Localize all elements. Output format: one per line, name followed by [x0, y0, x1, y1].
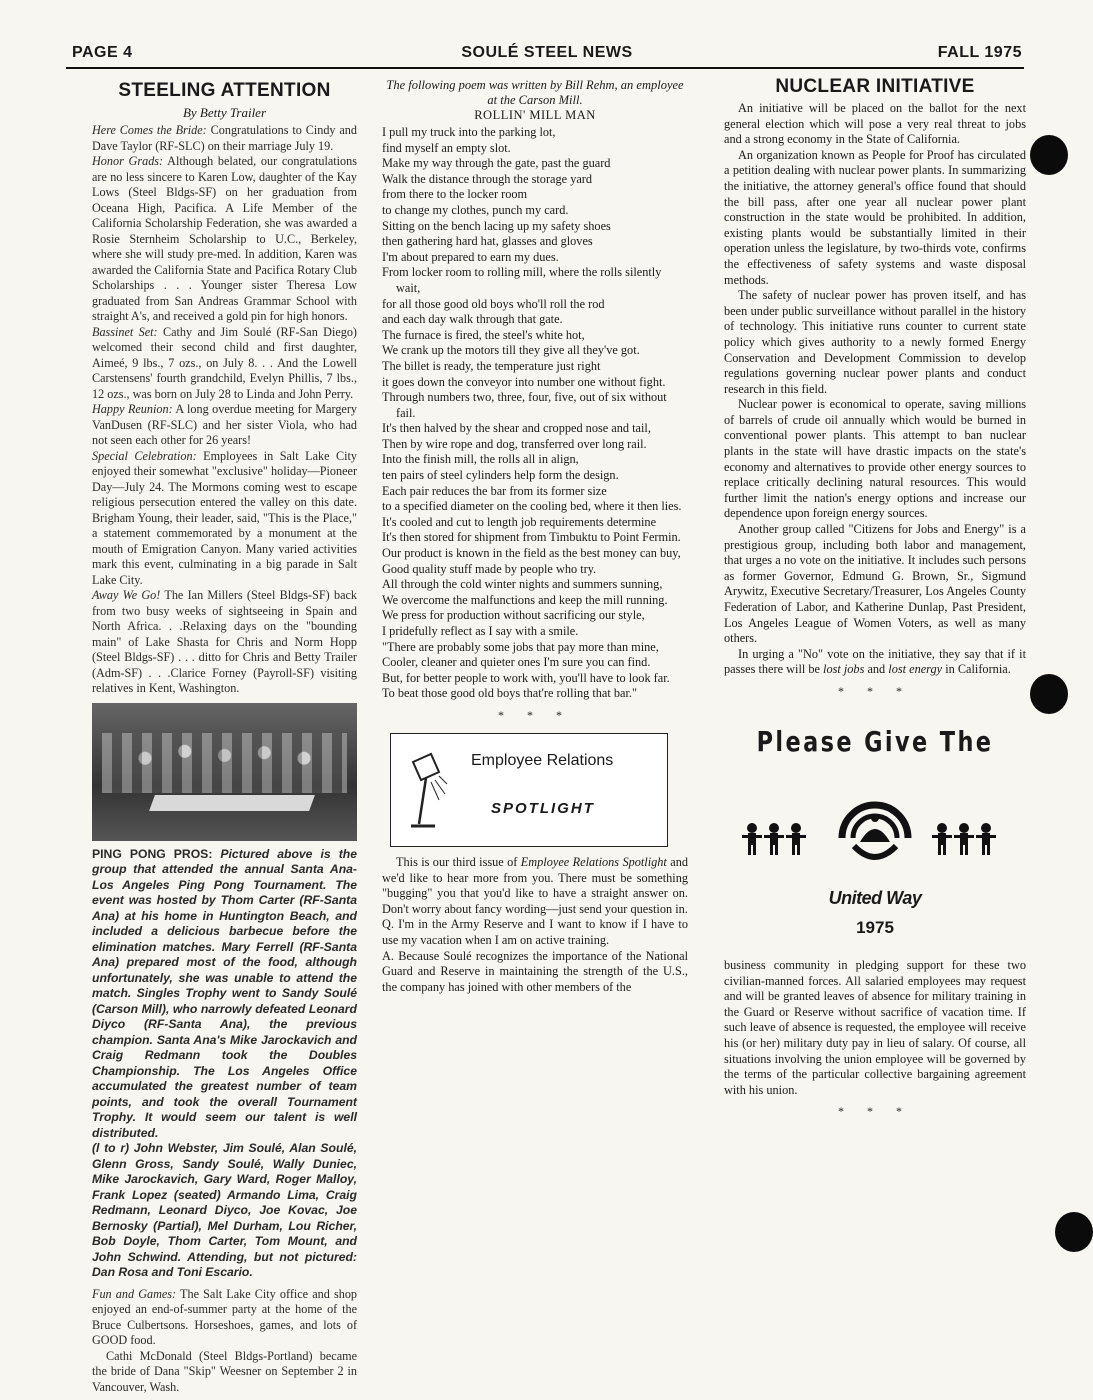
- united-way-logo-icon: [742, 776, 1008, 886]
- binder-hole: [1055, 1212, 1093, 1252]
- united-way-ad: [724, 758, 1026, 958]
- wedding-para: Cathi McDonald (Steel Bldgs-Portland) became the bride of Dana "Skip" Weesner on September 2 in Vancouver, Wash.: [92, 1348, 357, 1394]
- poem-line: We press for production without sacrificing our style,: [382, 608, 645, 623]
- poem-line: to change my clothes, punch my card.: [382, 202, 569, 217]
- spotlight-title: Employee Relations: [471, 751, 614, 769]
- nuclear-para: Another group called "Citizens for Jobs and Energy" is a prestigious group, including both labor and management, that urges a no vote on the initiative. It includes such persons as former Governor, Edmund G. Brown, Sr., Sigmund Arywitz, Executive Secretary/Treasurer, Los Angeles County Federation of Labor, and Katherine Dunlap, Past President, Los Angeles League of Women Voters, as well as many others.: [724, 522, 1026, 646]
- poem-line: it goes down the conveyor into number one without fight.: [382, 374, 666, 389]
- poem-line: It's then halved by the shear and cropped nose and tail,: [382, 421, 651, 436]
- poem-line: I pull my truck into the parking lot,: [382, 125, 556, 139]
- poem-line: We overcome the malfunctions and keep the mill running.: [382, 592, 668, 607]
- steeling-title: STEELING ATTENTION: [118, 80, 331, 101]
- photo-caption: PING PONG PROS: Pictured above is the group that attended the annual Santa Ana-Los Angeles Ping Pong Tournament. The event was hosted by Thom Carter (RF-Santa Ana) at his home in Huntington Beach, and included a delicious barbecue before the elimination matches. Mary Ferrell (RF-Santa Ana) prepared most of the food, although unfortunately, she was unable to attend the match. Singles Trophy went to Sandy Soulé (Carson Mill), who narrowly defeated Leonard Diyco (RF-Santa Ana), the previous champion. Santa Ana's Mike Jarockavich and Craig Redmann took the Doubles Championship. The Los Angeles Office accumulated the greatest number of team points, and took the overall Tournament Trophy. It would seem our talent is well distributed.: [92, 846, 357, 1140]
- steeling-para: Here Comes the Bride: Congratulations to Cindy and Dave Taylor (RF-SLC) on their marriage July 19.: [92, 123, 357, 153]
- poem-line: "There are probably some jobs that pay more than mine,: [382, 639, 659, 654]
- nuclear-para: The safety of nuclear power has proven itself, and has been under public surveillance without parallel in the history of technology. This initiative runs counter to current state policy which gives authority to a newly formed Energy Conservation and Development Commission to develop regulations governing nuclear power plants and conduct research in this field.: [724, 288, 1026, 396]
- united-way-headline: Please Give The: [756, 724, 994, 758]
- spotlight-answer: A. Because Soulé recognizes the importance of the National Guard and Reserve in maintaining the strength of the U.S., the company has joined with other members of the: [382, 948, 688, 994]
- poem-line: Walk the distance through the storage yard: [382, 171, 593, 186]
- poem-line: I'm about prepared to earn my dues.: [382, 249, 559, 264]
- steeling-para: Special Celebration: Employees in Salt Lake City enjoyed their somewhat "exclusive" holiday—Pioneer Day—July 24. The Mormons coming west to escape religious persecution entered the valley on this date. Brigham Young, their leader, said, "This is the Place," a statement commemorated by a monument at the mouth of Emigration Canyon. Many varied activities mark this event, culminating in a big parade in Salt Lake City.: [92, 448, 357, 587]
- nuclear-para: In urging a "No" vote on the initiative, they say that if it passes there will be lost jobs and lost energy in California.: [724, 646, 1026, 677]
- poem-line: Sitting on the bench lacing up my safety shoes: [382, 218, 611, 233]
- poem-intro: The following poem was written by Bill Rehm, an employee at the Carson Mill.: [386, 78, 684, 107]
- united-way-name: United Way: [828, 887, 922, 908]
- poem-line: Good quality stuff made by people who try.: [382, 561, 597, 576]
- fun-para: Fun and Games: The Salt Lake City office and shop enjoyed an end-of-summer party at the home of the Bruce Culbertsons. Horseshoes, games, and lots of GOOD food.: [92, 1286, 358, 1347]
- binder-hole: [1030, 674, 1068, 714]
- column-poem: [382, 74, 688, 1384]
- photo-group: [102, 733, 347, 793]
- photo-ping-pong-table: [149, 795, 315, 811]
- lamp-icon: [409, 752, 449, 832]
- nuclear-title: NUCLEAR INITIATIVE: [775, 76, 975, 97]
- poem-line: It's cooled and cut to length job requirements determine: [382, 514, 657, 529]
- newsletter-title: SOULÉ STEEL NEWS: [461, 44, 633, 61]
- poem-line: The furnace is fired, the steel's white hot,: [382, 327, 585, 342]
- steeling-byline: By Betty Trailer: [182, 105, 267, 120]
- united-way-year: 1975: [856, 917, 894, 937]
- steeling-para: Happy Reunion: A long overdue meeting for Margery VanDusen (RF-SLC) and her sister Viola, who had not seen each other for 26 years!: [92, 402, 357, 447]
- nuclear-para: An organization known as People for Proof has circulated a petition dealing with nuclear power plants. In summarizing the initiative, the attorney general's office found that should the bill pass, after one year all nuclear power plant construction in the state would be prohibited. In addition, existing plants would be substantially limited in their operation unless the legislature, by two-thirds vote, confirms the effectiveness of safety systems and waste disposal methods.: [724, 147, 1026, 287]
- poem-line: Into the finish mill, the rolls all in align,: [382, 452, 579, 467]
- page-header: [72, 38, 1022, 68]
- spotlight-banner: [390, 733, 668, 847]
- steeling-para: Bassinet Set: Cathy and Jim Soulé (RF-San Diego) welcomed their second child and first daughter, Aimeé, 9 lbs., 7 ozs., on July 8. . . And the Lowell Carstensens' fourth grandchild, Evelyn Phillis, 7 lbs., 12 ozs., was born on July 28 to Linda and John Perry.: [92, 324, 357, 401]
- military-stars: * * *: [838, 1104, 912, 1119]
- nuclear-stars: * * *: [838, 683, 912, 698]
- poem-line: ten pairs of steel cylinders help form the design.: [382, 468, 619, 483]
- poem-line: Each pair reduces the bar from its former size: [382, 483, 607, 498]
- poem-line: We crank up the motors till they give all they've got.: [382, 343, 640, 358]
- poem-line: All through the cold winter nights and summers sunning,: [382, 577, 663, 592]
- poem-line: then gathering hard hat, glasses and gloves: [382, 234, 593, 249]
- poem-line: But, for better people to work with, you'll have to look far.: [382, 670, 670, 685]
- issue-date: FALL 1975: [937, 44, 1022, 61]
- photo-caption-names: (l to r) John Webster, Jim Soulé, Alan Soulé, Glenn Gross, Sandy Soulé, Wally Duniec, Mike Jarockavich, Gary Ward, Roger Malloy, Frank Lopez (seated) Armando Lima, Craig Redmann, Leonard Diyco, Joe Kovac, Joe Bernosky (Partial), Mel Durham, Lou Richer, Bob Doyle, Thom Carter, Tom Mount, and John Schwind. Attending, but not pictured: Dan Rosa and Toni Escario.: [92, 1141, 357, 1279]
- steeling-para: Away We Go! The Ian Millers (Steel Bldgs-SF) back from two busy weeks of sightseeing in Spain and North Africa. . .Relaxing days on the "bounding main" of Lake Shasta for Chris and Norm Hopp (Steel Bldgs-SF) . . . ditto for Chris and Betty Trailer (Adm-SF) . . .Clarice Forney (Payroll-SF) visiting relatives in Kent, Washington.: [92, 588, 357, 695]
- poem-title: ROLLIN' MILL MAN: [474, 108, 596, 122]
- binder-hole: [1030, 135, 1068, 175]
- column-nuclear: [724, 74, 1026, 1384]
- poem-line: for all those good old boys who'll roll the rod: [382, 296, 605, 311]
- spotlight-subtitle: SPOTLIGHT: [491, 799, 595, 817]
- poem-line: It's then stored for shipment from Timbuktu to Point Fermin.: [382, 530, 681, 545]
- poem-line: The billet is ready, the temperature just right: [382, 358, 601, 373]
- poem-line: to a specified diameter on the cooling bed, where it then lies.: [382, 499, 682, 514]
- poem-line: From locker room to rolling mill, where the rolls silently wait,: [382, 265, 662, 295]
- column-steeling-attention: [92, 74, 358, 1394]
- poem-line: To beat those good old boys that're rolling that bar.": [382, 686, 637, 701]
- steeling-para: Honor Grads: Although belated, our congratulations are no less sincere to Karen Low, daughter of the Kay Lows (Steel Bldgs-SF) on her graduation from Oceana High, Pacifica. A Life Member of the California Scholarship Federation, she was awarded a Rosie Sternheim Scholarship to U.C., Berkeley, where she will study pre-med. In addition, Karen was awarded the California State and Pacifica Rotary Club Scholarships . . . Younger sister Theresa Low graduated from San Andreas Grammar School with straight A's, and received a gold pin for high honors.: [92, 154, 357, 323]
- nuclear-para: An initiative will be placed on the ballot for the next general election which will pose a very real threat to jobs and a strong economy in the State of California.: [724, 101, 1026, 147]
- poem-body: [382, 125, 688, 702]
- poem-line: Then by wire rope and dog, transferred over long rail.: [382, 436, 647, 451]
- poem-line: from there to the locker room: [382, 187, 528, 202]
- header-rule: [66, 67, 1024, 69]
- poem-line: and each day walk through that gate.: [382, 312, 563, 327]
- ping-pong-photo: [92, 703, 357, 841]
- nuclear-para: Nuclear power is economical to operate, saving millions of barrels of crude oil annually which would be burned in conventional power plants. This attempt to ban nuclear plants in the state will have drastic impacts on the state's economy and alternatives to provide other energy sources to replace critically declining natural resources. This would further limit the nation's energy options and increase our dependence upon foreign energy sources.: [724, 397, 1026, 521]
- poem-line: Our product is known in the field as the best money can buy,: [382, 546, 681, 561]
- spotlight-intro: This is our third issue of Employee Relations Spotlight and we'd like to hear more from you. There must be something "bugging" you that you'd like to have a straight answer on. Don't worry about fancy wording—just send your question in.: [382, 854, 688, 916]
- page-number: PAGE 4: [72, 44, 133, 61]
- poem-line: I pridefully reflect as I say with a smile.: [382, 624, 579, 638]
- poem-line: Through numbers two, three, four, five, out of six without fail.: [382, 390, 667, 420]
- poem-line: find myself an empty slot.: [382, 140, 511, 155]
- poem-line: Cooler, cleaner and quieter ones I'm sure you can find.: [382, 655, 651, 670]
- spotlight-question: Q. I'm in the Army Reserve and I want to know if I have to use my vacation when I am on active training.: [382, 917, 688, 947]
- poem-stars: * * *: [498, 707, 572, 722]
- military-para: business community in pledging support for these two civilian-manned forces. All salaried employees may request and will be granted leaves of absence for military training in the Guard or Reserve without sacrifice of vacation time. If such leave of absence is requested, the employee will receive his (or her) military duty pay in lieu of salary. Of course, all situations involving the union employee will be governed by the terms of the particular collective bargaining agreement with his union.: [724, 957, 1026, 1097]
- poem-line: Make my way through the gate, past the guard: [382, 156, 611, 171]
